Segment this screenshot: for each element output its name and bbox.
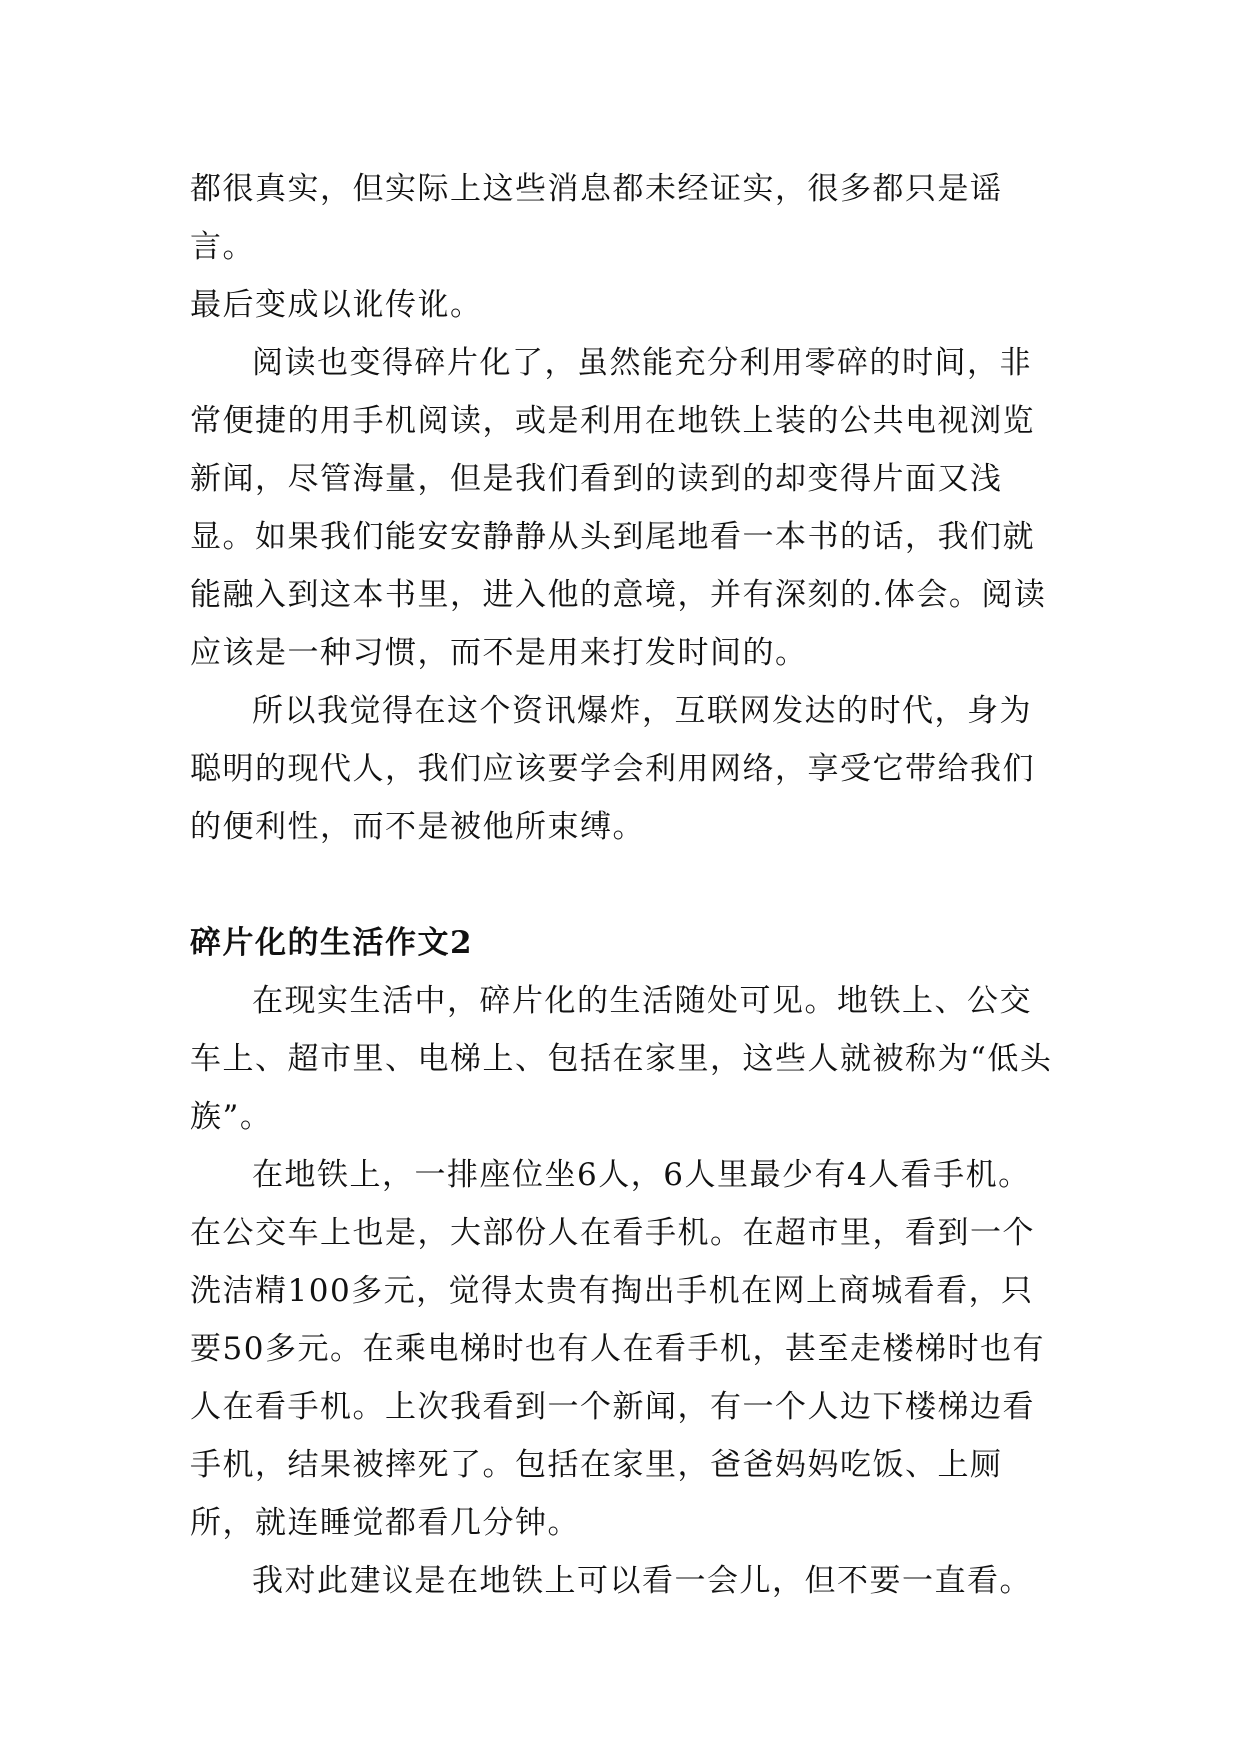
paragraph-suggestion: 我对此建议是在地铁上可以看一会儿，但不要一直看。: [252, 1563, 1032, 1599]
paragraph-intro: 在现实生活中，碎片化的生活随处可见。地铁上、公交车上、超市里、电梯上、包括在家里，这些人就被称为“低头族”。: [190, 983, 1053, 1135]
section-title: 碎片化的生活作文2: [190, 925, 474, 961]
section-spacer: [190, 856, 1060, 914]
text-line: 都很真实，但实际上这些消息都未经证实，很多都只是谣言。: [190, 171, 1003, 265]
text-line: 最后变成以讹传讹。: [190, 287, 483, 323]
document-page: [190, 160, 1060, 1610]
paragraph-continuation: [190, 160, 1060, 334]
paragraph-conclusion: 所以我觉得在这个资讯爆炸，互联网发达的时代，身为聪明的现代人，我们应该要学会利用网络，享受它带给我们的便利性，而不是被他所束缚。: [190, 693, 1035, 845]
paragraph-reading: 阅读也变得碎片化了，虽然能充分利用零碎的时间，非常便捷的用手机阅读，或是利用在地铁上装的公共电视浏览新闻，尽管海量，但是我们看到的读到的却变得片面又浅显。如果我们能安安静静从头到尾地看一本书的话，我们就能融入到这本书里，进入他的意境，并有深刻的.体会。阅读应该是一种习惯，而不是用来打发时间的。: [190, 345, 1047, 671]
paragraph-examples: 在地铁上，一排座位坐6人，6人里最少有4人看手机。在公交车上也是，大部份人在看手机。在超市里，看到一个洗洁精100多元，觉得太贵有掏出手机在网上商城看看，只要50多元。在乘电梯时也有人在看手机，甚至走楼梯时也有人在看手机。上次我看到一个新闻，有一个人边下楼梯边看手机，结果被摔死了。包括在家里，爸爸妈妈吃饭、上厕所，就连睡觉都看几分钟。: [190, 1157, 1045, 1541]
